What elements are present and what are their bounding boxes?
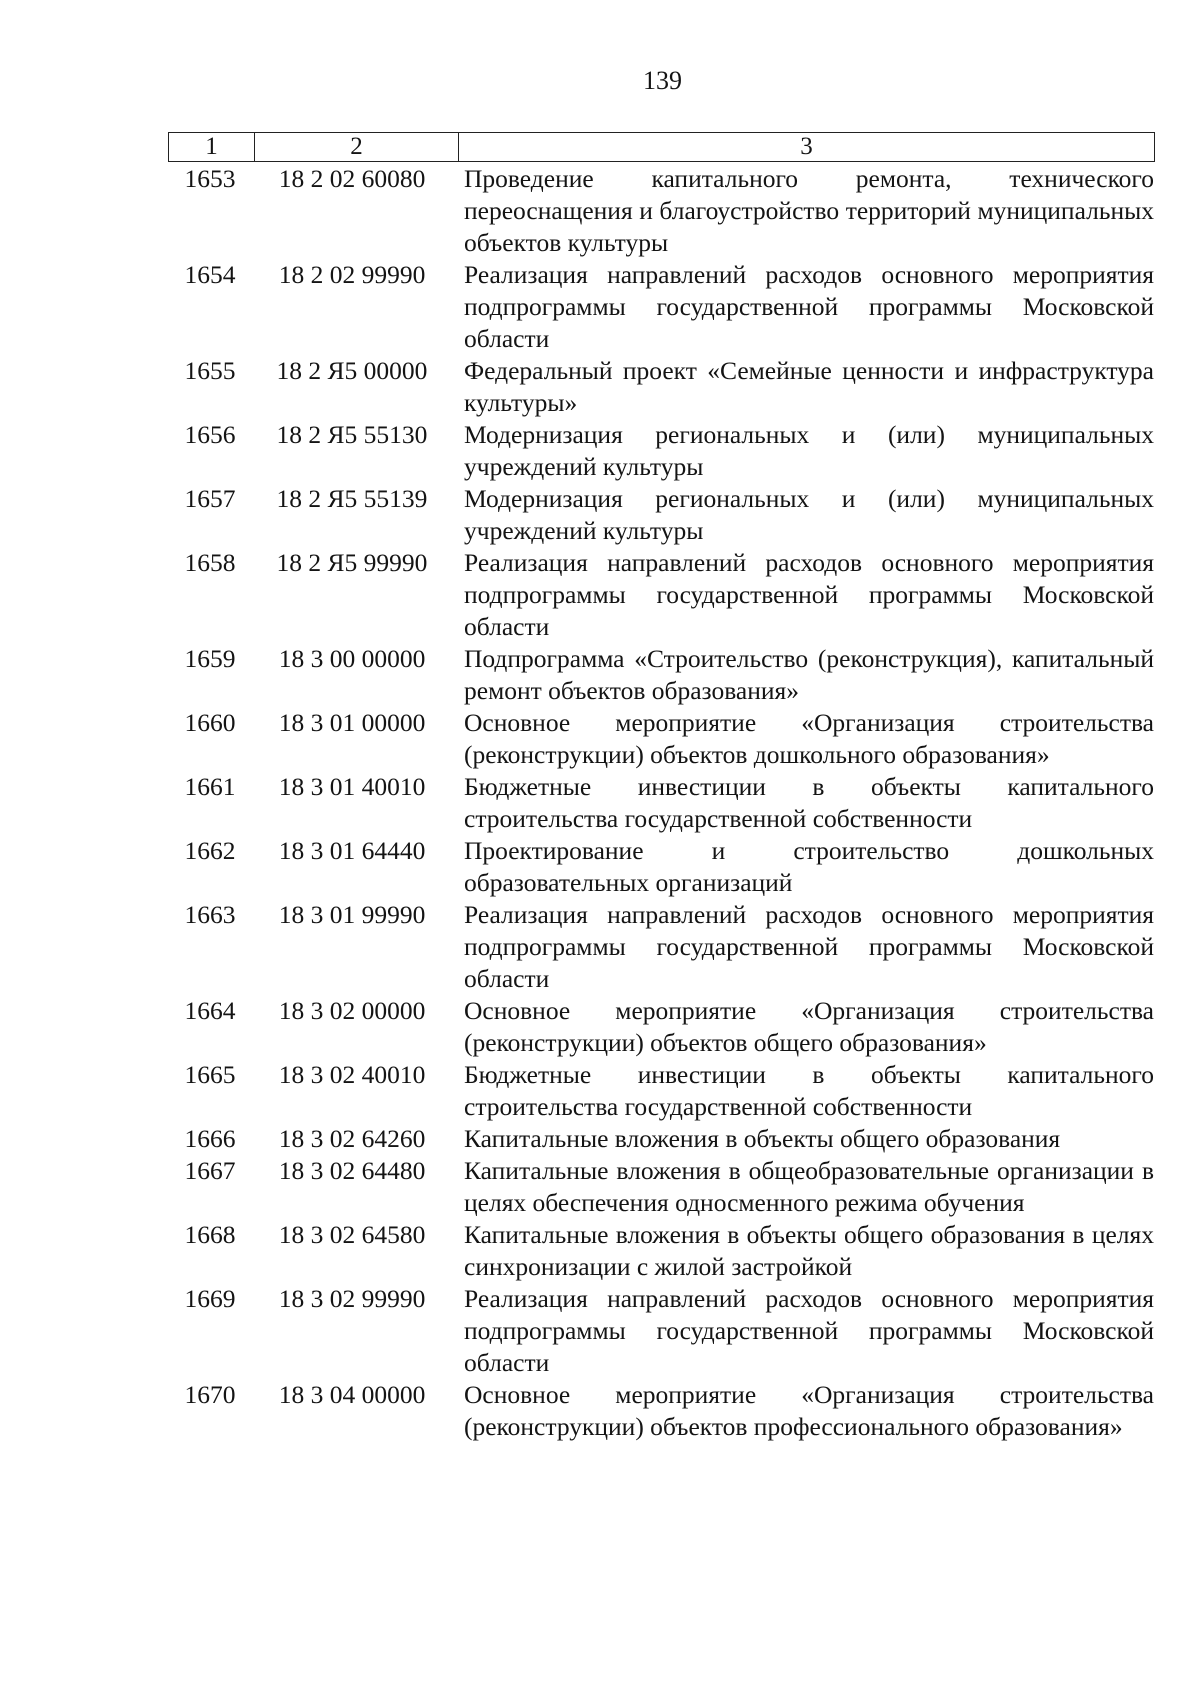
row-description: Федеральный проект «Семейные ценности и инфраструктура культуры»	[464, 356, 1154, 417]
table-row	[168, 1155, 1158, 1219]
row-code: 18 2 Я5 00000	[276, 356, 428, 385]
row-code: 18 2 Я5 55139	[276, 484, 428, 513]
row-number: 1660	[184, 708, 236, 737]
table-row	[168, 995, 1158, 1059]
table-row	[168, 1379, 1158, 1443]
header-col-3: 3	[800, 133, 813, 160]
row-description: Проведение капитального ремонта, технического переоснащения и благоустройство территорий муниципальных объектов культуры	[464, 164, 1154, 257]
table-row	[168, 771, 1158, 835]
row-number: 1662	[184, 836, 236, 865]
row-code: 18 2 02 60080	[278, 164, 426, 193]
row-code: 18 2 02 99990	[278, 260, 426, 289]
table-row	[168, 835, 1158, 899]
row-code: 18 3 01 64440	[278, 836, 426, 865]
row-code: 18 3 01 00000	[278, 708, 426, 737]
row-description: Основное мероприятие «Организация строительства (реконструкции) объектов профессионального образования»	[464, 1380, 1154, 1441]
row-code: 18 2 Я5 99990	[276, 548, 428, 577]
row-number: 1664	[184, 996, 236, 1025]
row-description: Бюджетные инвестиции в объекты капитального строительства государственной собственности	[464, 772, 1154, 833]
row-number: 1665	[184, 1060, 236, 1089]
row-description: Капитальные вложения в объекты общего образования	[464, 1124, 1061, 1153]
row-description: Реализация направлений расходов основного мероприятия подпрограммы государственной программы Московской области	[464, 260, 1154, 353]
header-col-2: 2	[255, 133, 459, 161]
row-number: 1658	[184, 548, 236, 577]
row-number: 1669	[184, 1284, 236, 1313]
row-description: Капитальные вложения в общеобразовательные организации в целях обеспечения односменного режима обучения	[464, 1156, 1154, 1217]
table-row	[168, 547, 1158, 643]
row-number: 1668	[184, 1220, 236, 1249]
table-row	[168, 1283, 1158, 1379]
row-number: 1655	[184, 356, 236, 385]
row-description: Подпрограмма «Строительство (реконструкция), капитальный ремонт объектов образования»	[464, 644, 1154, 705]
row-code: 18 3 01 40010	[278, 772, 426, 801]
row-code: 18 3 02 00000	[278, 996, 426, 1025]
table-header	[168, 132, 1155, 162]
table-row	[168, 483, 1158, 547]
row-description: Проектирование и строительство дошкольных образовательных организаций	[464, 836, 1154, 897]
table-row	[168, 899, 1158, 995]
table-row	[168, 163, 1158, 259]
row-description: Модернизация региональных и (или) муниципальных учреждений культуры	[464, 484, 1154, 545]
table-row	[168, 259, 1158, 355]
row-description: Капитальные вложения в объекты общего образования в целях синхронизации с жилой застройкой	[464, 1220, 1154, 1281]
row-code: 18 3 04 00000	[278, 1380, 426, 1409]
table-row	[168, 419, 1158, 483]
row-number: 1667	[184, 1156, 236, 1185]
row-code: 18 3 02 64480	[278, 1156, 426, 1185]
row-number: 1656	[184, 420, 236, 449]
row-code: 18 3 01 99990	[278, 900, 426, 929]
table-row	[168, 1219, 1158, 1283]
header-col-1: 1	[169, 133, 255, 161]
table-row	[168, 1123, 1158, 1155]
row-number: 1663	[184, 900, 236, 929]
page-number: 139	[643, 66, 682, 95]
row-code: 18 2 Я5 55130	[276, 420, 428, 449]
table-row	[168, 1059, 1158, 1123]
row-number: 1654	[184, 260, 236, 289]
row-description: Реализация направлений расходов основного мероприятия подпрограммы государственной программы Московской области	[464, 900, 1154, 993]
table-row	[168, 707, 1158, 771]
row-description: Основное мероприятие «Организация строительства (реконструкции) объектов дошкольного образования»	[464, 708, 1154, 769]
row-code: 18 3 02 64260	[278, 1124, 426, 1153]
row-code: 18 3 02 99990	[278, 1284, 426, 1313]
row-number: 1666	[184, 1124, 236, 1153]
row-code: 18 3 02 64580	[278, 1220, 426, 1249]
row-code: 18 3 02 40010	[278, 1060, 426, 1089]
table-row	[168, 643, 1158, 707]
table-row	[168, 355, 1158, 419]
row-description: Реализация направлений расходов основного мероприятия подпрограммы государственной программы Московской области	[464, 1284, 1154, 1377]
row-description: Бюджетные инвестиции в объекты капитального строительства государственной собственности	[464, 1060, 1154, 1121]
row-number: 1653	[184, 164, 236, 193]
row-description: Реализация направлений расходов основного мероприятия подпрограммы государственной программы Московской области	[464, 548, 1154, 641]
row-description: Модернизация региональных и (или) муниципальных учреждений культуры	[464, 420, 1154, 481]
row-description: Основное мероприятие «Организация строительства (реконструкции) объектов общего образования»	[464, 996, 1154, 1057]
table-body	[168, 163, 1158, 1443]
row-number: 1659	[184, 644, 236, 673]
row-code: 18 3 00 00000	[278, 644, 426, 673]
row-number: 1670	[184, 1380, 236, 1409]
row-number: 1657	[184, 484, 236, 513]
row-number: 1661	[184, 772, 236, 801]
